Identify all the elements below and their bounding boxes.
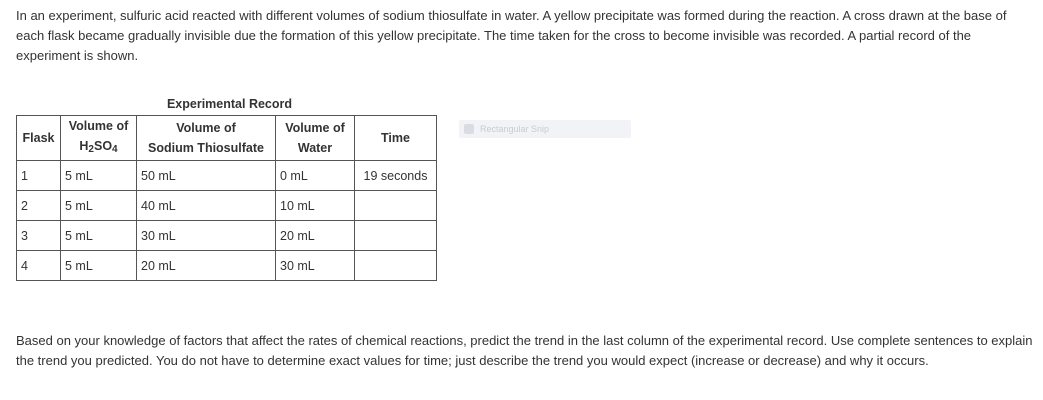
cell-flask: 4 <box>17 251 61 281</box>
header-flask-label: Flask <box>22 131 55 145</box>
record-caption: Experimental Record <box>166 97 293 111</box>
cell-water: 20 mL <box>276 221 355 251</box>
rectangular-snip-overlay[interactable] <box>459 120 631 138</box>
header-thio-line2: Sodium Thiosulfate <box>148 141 264 155</box>
formula-sub-4: 4 <box>112 144 118 155</box>
header-time <box>355 116 437 161</box>
header-water-line1: Volume of <box>285 121 345 135</box>
header-h2so4-formula <box>79 139 117 153</box>
cell-time <box>355 191 437 221</box>
table-row <box>17 191 437 221</box>
cell-water: 10 mL <box>276 191 355 221</box>
cell-h2so4: 5 mL <box>61 221 137 251</box>
header-time-label: Time <box>381 131 410 145</box>
cell-thiosulfate: 20 mL <box>137 251 276 281</box>
cell-time <box>355 251 437 281</box>
intro-paragraph: In an experiment, sulfuric acid reacted with different volumes of sodium thiosulfate in water. A yellow precipitate was formed during the reaction. A cross drawn at the base of each flask became gradually invisible due the formation of this yellow precipitate. The time taken for the cross to become invisible was recorded. A partial record of the experiment is shown. <box>16 8 1007 63</box>
table-row <box>17 221 437 251</box>
snip-icon <box>464 124 474 134</box>
cell-flask: 1 <box>17 161 61 191</box>
header-h2so4 <box>61 116 137 161</box>
cell-h2so4: 5 mL <box>61 191 137 221</box>
cell-thiosulfate: 30 mL <box>137 221 276 251</box>
formula-sub-2: 2 <box>88 144 94 155</box>
cell-time <box>355 221 437 251</box>
cell-water: 30 mL <box>276 251 355 281</box>
cell-h2so4: 5 mL <box>61 251 137 281</box>
table-row <box>17 161 437 191</box>
table-row <box>17 251 437 281</box>
record-table <box>16 115 437 281</box>
header-sodium-thiosulfate <box>137 116 276 161</box>
snip-label: Rectangular Snip <box>480 124 550 134</box>
cell-thiosulfate: 50 mL <box>137 161 276 191</box>
cell-thiosulfate: 40 mL <box>137 191 276 221</box>
header-h2so4-line1: Volume of <box>68 119 129 133</box>
experimental-record <box>16 96 443 281</box>
cell-flask: 3 <box>17 221 61 251</box>
question-paragraph: Based on your knowledge of factors that affect the rates of chemical reactions, predict the trend in the last column of the experimental record. Use complete sentences to explain the trend you predicted. You do not have to determine exact values for time; just describe the trend you would expect (increase or decrease) and why it occurs. <box>16 333 1033 368</box>
header-water-line2: Water <box>297 141 333 155</box>
cell-water: 0 mL <box>276 161 355 191</box>
header-flask <box>17 116 61 161</box>
cell-time: 19 seconds <box>355 161 437 191</box>
table-header-row <box>17 116 437 161</box>
header-water <box>276 116 355 161</box>
formula-h: H <box>79 139 89 153</box>
formula-so: SO <box>93 139 113 153</box>
header-thio-line1: Volume of <box>176 121 236 135</box>
cell-flask: 2 <box>17 191 61 221</box>
cell-h2so4: 5 mL <box>61 161 137 191</box>
